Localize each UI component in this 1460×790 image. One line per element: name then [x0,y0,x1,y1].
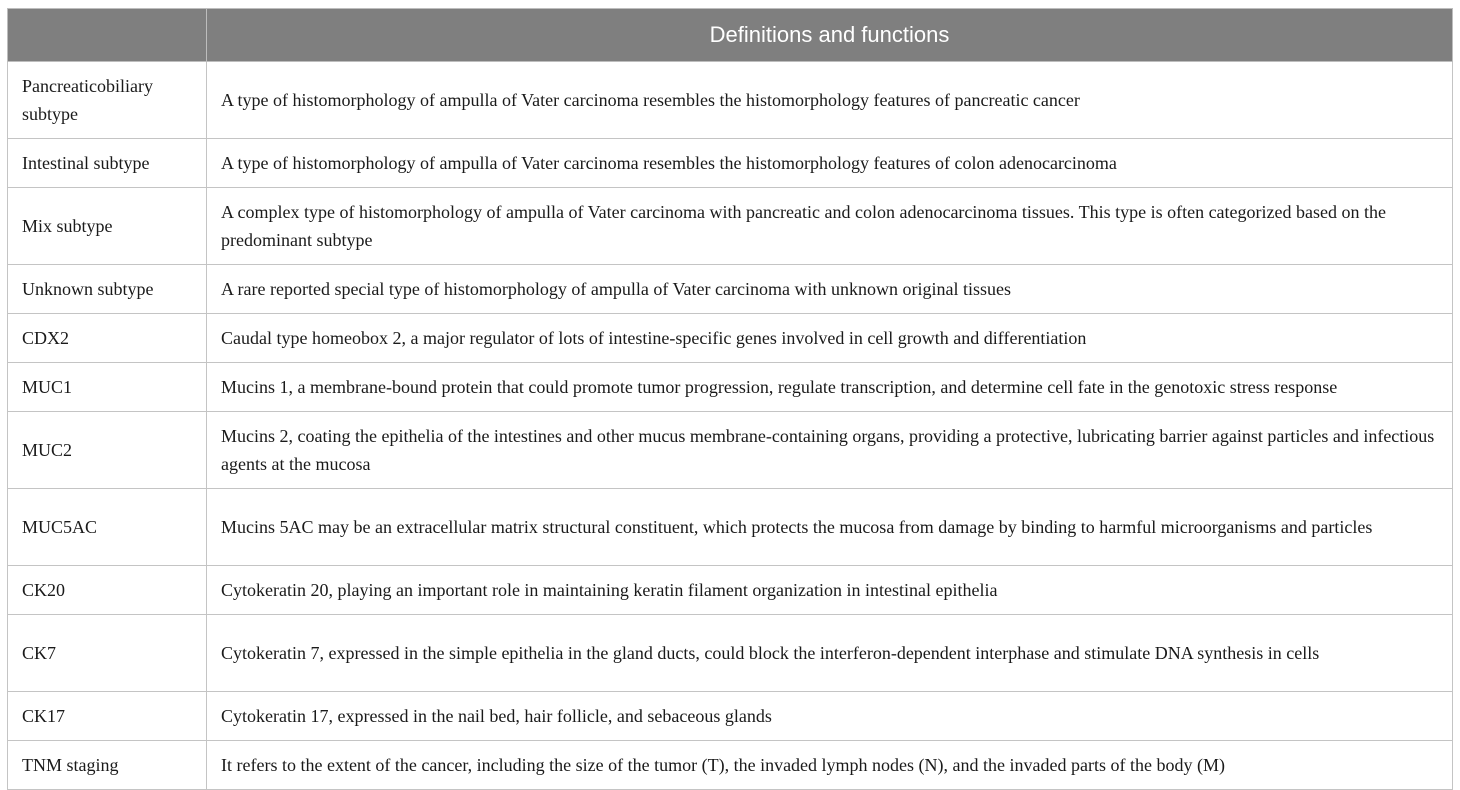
term-cell: CK7 [8,615,207,692]
table-row [8,363,1453,412]
definition-cell: Cytokeratin 20, playing an important role in maintaining keratin filament organization in intestinal epithelia [207,566,1453,615]
definition-cell: It refers to the extent of the cancer, including the size of the tumor (T), the invaded lymph nodes (N), and the invaded parts of the body (M) [207,741,1453,790]
definitions-table-container [7,8,1452,790]
term-cell: Pancreaticobiliary subtype [8,62,207,139]
table-row [8,265,1453,314]
term-cell: Unknown subtype [8,265,207,314]
term-cell: Intestinal subtype [8,139,207,188]
definition-cell: A rare reported special type of histomorphology of ampulla of Vater carcinoma with unknown original tissues [207,265,1453,314]
term-cell: Mix subtype [8,188,207,265]
header-definitions: Definitions and functions [207,9,1453,62]
definition-cell: Cytokeratin 17, expressed in the nail bed, hair follicle, and sebaceous glands [207,692,1453,741]
header-term [8,9,207,62]
definition-cell: Cytokeratin 7, expressed in the simple epithelia in the gland ducts, could block the interferon-dependent interphase and stimulate DNA synthesis in cells [207,615,1453,692]
term-cell: MUC5AC [8,489,207,566]
definition-cell: Mucins 5AC may be an extracellular matrix structural constituent, which protects the mucosa from damage by binding to harmful microorganisms and particles [207,489,1453,566]
definitions-table [7,8,1453,790]
table-row [8,412,1453,489]
term-cell: TNM staging [8,741,207,790]
table-row [8,741,1453,790]
table-row [8,314,1453,363]
table-row [8,139,1453,188]
table-row [8,62,1453,139]
table-row [8,615,1453,692]
term-cell: CK17 [8,692,207,741]
definition-cell: Caudal type homeobox 2, a major regulator of lots of intestine-specific genes involved in cell growth and differentiation [207,314,1453,363]
definition-cell: A type of histomorphology of ampulla of Vater carcinoma resembles the histomorphology features of pancreatic cancer [207,62,1453,139]
definition-cell: Mucins 2, coating the epithelia of the intestines and other mucus membrane-containing organs, providing a protective, lubricating barrier against particles and infectious agents at the mucosa [207,412,1453,489]
definition-cell: A type of histomorphology of ampulla of Vater carcinoma resembles the histomorphology features of colon adenocarcinoma [207,139,1453,188]
table-row [8,692,1453,741]
term-cell: MUC1 [8,363,207,412]
term-cell: CDX2 [8,314,207,363]
table-row [8,188,1453,265]
term-cell: MUC2 [8,412,207,489]
table-header-row [8,9,1453,62]
definition-cell: A complex type of histomorphology of ampulla of Vater carcinoma with pancreatic and colon adenocarcinoma tissues. This type is often categorized based on the predominant subtype [207,188,1453,265]
definition-cell: Mucins 1, a membrane-bound protein that could promote tumor progression, regulate transcription, and determine cell fate in the genotoxic stress response [207,363,1453,412]
term-cell: CK20 [8,566,207,615]
table-row [8,489,1453,566]
table-row [8,566,1453,615]
